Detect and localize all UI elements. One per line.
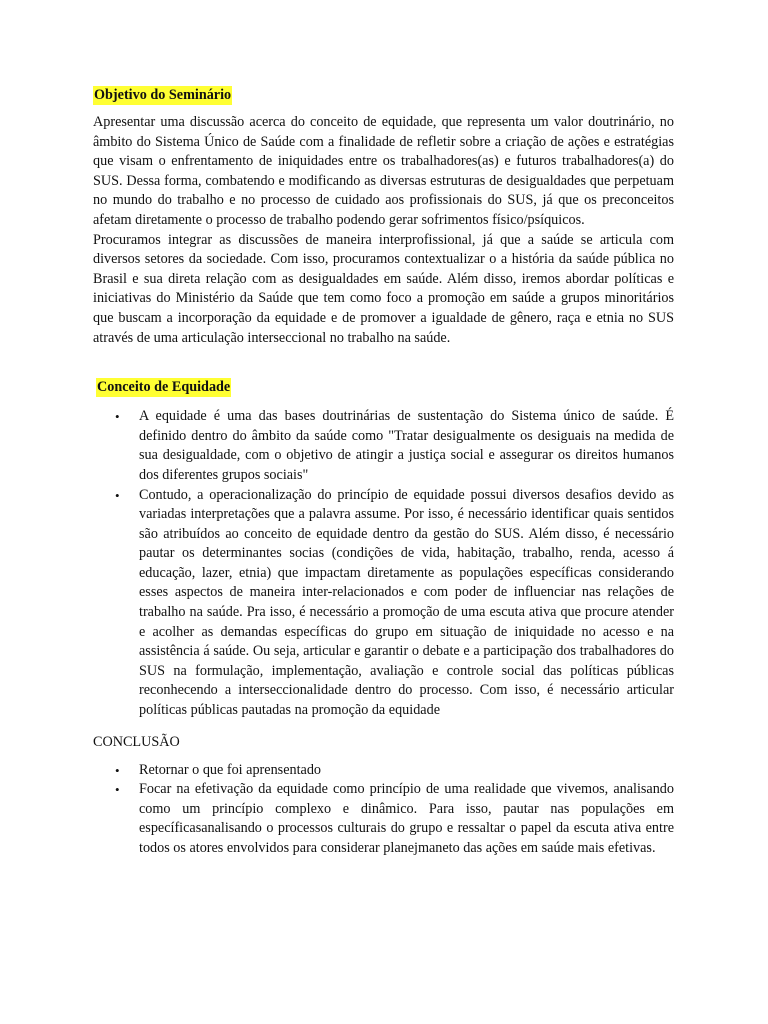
section-conceito <box>96 378 674 397</box>
list-item <box>93 407 674 485</box>
paragraph-objetivo-1: Apresentar uma discussão acerca do conceito de equidade, que representa um valor doutrinário, no âmbito do Sistema Único de Saúde com a finalidade de refletir sobre a criação de ações e estratégias que visam o enfrentamento de iniquidades entre os trabalhadores(as) e futuros trabalhadores(a) do SUS. Dessa forma, combatendo e modificando as diversas estruturas de desigualdades que perpetuam no mundo do trabalho e no processo de cuidado aos profissionais do SUS, já que os preconceitos afetam diretamente o processo de trabalho podendo gerar sofrimentos físico/psíquicos. <box>93 114 674 228</box>
list-item-text: Focar na efetivação da equidade como princípio de uma realidade que vivemos, analisando como um princípio complexo e dinâmico. Para isso, pautar nas populações em específicasanalisando o processos culturais do grupo e ressaltar o papel da escuta ativa entre todos os atores envolvidos para considerar planejmaneto das ações em saúde mais efetivas. <box>139 781 674 856</box>
bullet-icon: • <box>115 487 120 503</box>
list-item <box>93 486 674 721</box>
paragraph-objetivo-2: Procuramos integrar as discussões de maneira interprofissional, já que a saúde se articula com diversos setores da sociedade. Com isso, procuramos contextualizar o a história da saúde pública no Brasil e sua direta relação com as desigualdades em saúde. Além disso, iremos abordar políticas e iniciativas do Ministério da Saúde que tem como foco a promoção em saúde a grupos minoritários que buscam a incorporação da equidade e de promover a igualdade de gênero, raça e etnia no SUS através de uma articulação interseccional no trabalho na saúde. <box>93 231 674 346</box>
conceito-bullet-list <box>93 407 674 721</box>
bullet-icon: • <box>115 782 120 798</box>
bullet-icon: • <box>115 409 120 425</box>
bullet-icon: • <box>115 762 120 778</box>
list-item <box>93 780 674 858</box>
list-item <box>93 761 674 781</box>
list-item-text: Retornar o que foi aprensentado <box>139 761 322 778</box>
conclusao-bullet-list <box>93 761 674 859</box>
section-objetivo <box>93 86 674 105</box>
heading-objetivo: Objetivo do Seminário <box>94 87 232 103</box>
list-item-text: Contudo, a operacionalização do princípio de equidade possui diversos desafios devido as variadas interpretações que a palavra assume. Por isso, é necessário identificar quais sentidos são atribuídos ao conceito de equidade dentro da gestão do SUS. Além disso, é necessário pautar os determinantes socias (condições de vida, habitação, trabalho, renda, acesso á educação, lazer, etnia) que impactam diretamente as populações específicas considerando esses aspectos de maneira inter-relacionados e com poder de influenciar nas relações de trabalho na saúde. Pra isso, é necessário a promoção de uma escuta ativa que procure atender e acolher as demandas específicas do grupo em situação de iniquidade no acesso e na assistência á saúde. Ou seja, articular e garantir o debate e a participação dos trabalhadores do SUS na formulação, implementação, avaliação e controle social das políticas públicas reconhecendo a interseccionalidade dentro do processo. Com isso, é necessário articular políticas públicas pautadas na promoção da equidade <box>139 486 674 719</box>
document-page <box>93 86 674 859</box>
heading-conceito-de-equidade: Conceito de Equidade <box>97 379 231 396</box>
heading-conclusao: CONCLUSÃO <box>93 733 180 750</box>
list-item-text: A equidade é uma das bases doutrinárias de sustentação do Sistema único de saúde. É definido dentro do âmbito da saúde como "Tratar desigualmente os desiguais na medida de sua desigualdade, com o objetivo de atingir a justiça social e assegurar os direitos humanos dos diferentes grupos sociais" <box>139 408 674 483</box>
